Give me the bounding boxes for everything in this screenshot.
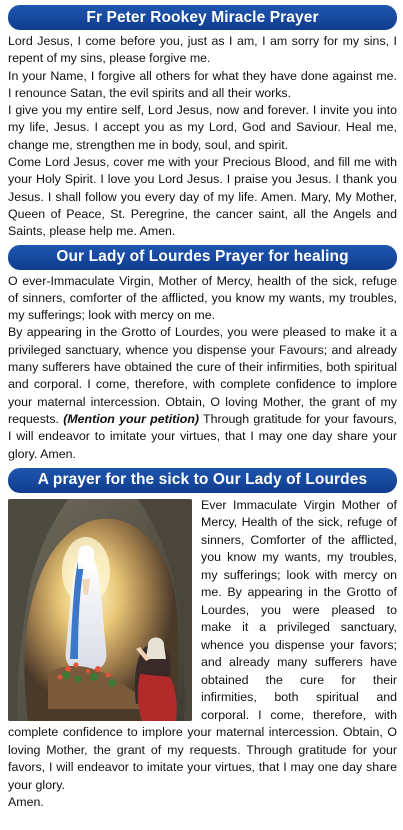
section1-paragraph-2: In your Name, I forgive all others for what they have done against me. I renounce Satan, the evil spirits and all their works. [8,68,397,100]
section3-amen: Amen. [8,795,44,810]
section1-paragraph-3: I give you my entire self, Lord Jesus, now and forever. I invite you into my life, Jesus. I accept you as my Lord, God and Saviour. Heal me, change me, strengthen me in body, soul, and spirit. [8,103,397,152]
section2-paragraph-2-start: By appearing in the Grotto of Lourdes, you were pleased to make it a privileged sanctuary, whence you dispense your Favours; and already many sufferers have obtained the cure of their infirmities, both spiritual and corporal. I come, therefore, with complete confidence to implore your maternal intercession. Obtain, O loving Mother, the grant of my requests. [8,325,397,426]
section2-title: Our Lady of Lourdes Prayer for healing [8,245,397,270]
section3-prayer-text: Ever Immaculate Virgin Mother of Mercy, Health of the sick, refuge of sinners, Comforter of the afflicted, you know my wants, my troubles, my sufferings; look with mercy on me. By appearing in the Grotto of Lourdes, you were pleased to make it a privileged sanctuary, whence you dispense your favors; and already many sufferers have obtained the cure for their infirmities, both spiritual and corporal. I come, therefore, with complete confidence to implore your maternal intercession. Obtain, O loving Mother, the grant of my requests. Through gratitude for your favors, I will endeavor to imitate your virtues, that I may one day share your glory. [8,497,397,792]
section2-paragraph-1: O ever-Immaculate Virgin, Mother of Mercy, health of the sick, refuge of sinners, comforter of the afflicted, you know my wants, my troubles, my sufferings; look with mercy on me. [8,273,397,323]
section2-paragraph-2-end: Through gratitude for your favours, I will endeavor to imitate your virtues, that I may one day share your glory. Amen. [8,411,398,461]
section1-body [8,33,397,241]
section1-paragraph-1: Lord Jesus, I come before you, just as I am, I am sorry for my sins, I repent of my sins, please forgive me. [8,34,397,66]
section3-title: A prayer for the sick to Our Lady of Lourdes [8,468,397,493]
section1-paragraph-4: Come Lord Jesus, cover me with your Precious Blood, and fill me with your Holy Spirit. I love you Lord Jesus. I praise you Jesus. I thank you Jesus. I shall follow you every day of my life. Amen. Mary, My Mother, Queen of Peace, St. Peregrine, the cancer saint, all the Angels and Saints, please help me. Amen. [8,155,397,239]
section2-body [8,273,397,463]
section3-body [8,497,397,812]
section1-title: Fr Peter Rookey Miracle Prayer [8,5,397,30]
mention-petition-note: (Mention your petition) [63,411,200,426]
section2-paragraph-2 [8,324,397,462]
lourdes-grotto-image [8,499,192,721]
grotto-illustration [8,499,192,721]
